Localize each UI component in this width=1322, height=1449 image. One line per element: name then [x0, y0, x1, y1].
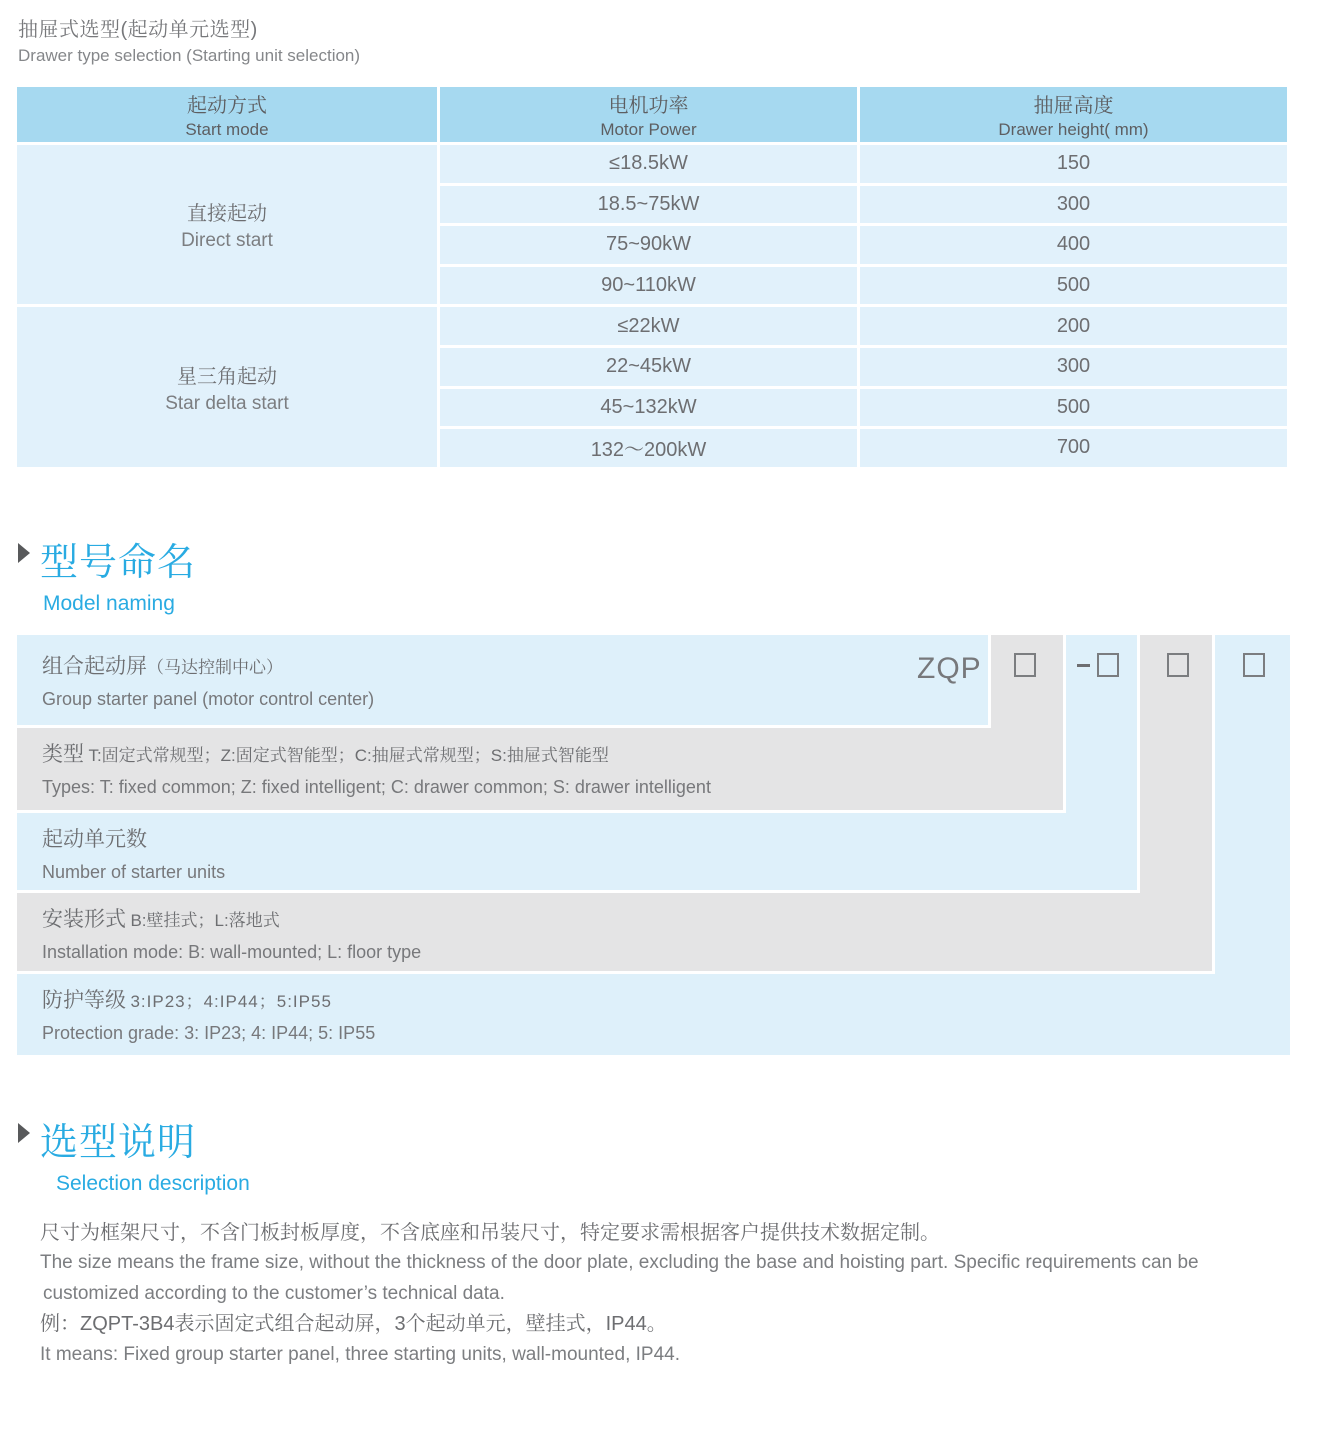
- row2-label-zh: 类型: [42, 742, 84, 766]
- code-column-type: [991, 635, 1063, 728]
- row-protection-grade: [17, 974, 1290, 1055]
- desc-line3-en: customized according to the customer’s technical data.: [43, 1282, 505, 1304]
- row1-label-zh: 组合起动屏: [42, 654, 147, 678]
- code-column-protection: [1215, 635, 1290, 974]
- col-header-start-mode-zh: 起动方式: [187, 95, 267, 117]
- group-star-delta-en: Star delta start: [165, 392, 289, 414]
- row-number-of-units: [17, 813, 1137, 890]
- row1-detail-zh: （马达控制中心）: [147, 657, 283, 677]
- row3-label-zh: 起动单元数: [42, 827, 147, 851]
- triangle-bullet-icon: [18, 1123, 30, 1143]
- selection-description-heading-zh: 选型说明: [40, 1121, 197, 1164]
- row3-en: Number of starter units: [42, 861, 226, 882]
- group-cell-star-delta-start: [17, 307, 437, 466]
- table-cell-power: ≤18.5kW: [440, 145, 857, 183]
- row4-label-zh: 安装形式: [42, 907, 126, 931]
- section-heading-selection-description: [18, 1111, 1322, 1196]
- selection-description-heading-en: Selection description: [56, 1171, 250, 1195]
- row-types: [17, 728, 1063, 810]
- row2-en: Types: T: fixed common; Z: fixed intelligent; C: drawer common; S: drawer intelligent: [42, 776, 711, 797]
- section-heading-model-naming: [18, 531, 1322, 616]
- code-box-protection-icon: [1243, 653, 1265, 677]
- catalog-page: [0, 13, 1322, 1449]
- triangle-bullet-icon: [18, 543, 30, 563]
- table-cell-height: 300: [860, 186, 1287, 224]
- model-code-zqp: ZQP: [917, 651, 982, 685]
- row2-detail-zh: T:固定式常规型；Z:固定式智能型；C:抽屉式常规型；S:抽屉式智能型: [88, 745, 609, 765]
- col-header-drawer-height-en: Drawer height( mm): [998, 120, 1149, 139]
- table-cell-power: 90~110kW: [440, 267, 857, 305]
- table-cell-power: 75~90kW: [440, 226, 857, 264]
- row5-label-zh: 防护等级: [42, 988, 126, 1012]
- desc-line1-zh: 尺寸为框架尺寸，不含门板封板厚度，不含底座和吊装尺寸，特定要求需根据客户提供技术数据定制。: [40, 1221, 940, 1244]
- code-box-installation-icon: [1167, 653, 1189, 677]
- desc-line2-en: The size means the frame size, without the thickness of the door plate, excluding the base and hoisting part. Specific requirements can be: [40, 1252, 1199, 1274]
- col-header-drawer-height: [860, 87, 1287, 142]
- code-dash-icon: [1077, 664, 1090, 667]
- table-cell-power: 22~45kW: [440, 348, 857, 386]
- group-cell-direct-start: [17, 145, 437, 304]
- row4-en: Installation mode: B: wall-mounted; L: floor type: [42, 941, 422, 962]
- desc-line5-en: It means: Fixed group starter panel, three starting units, wall-mounted, IP44.: [40, 1343, 680, 1365]
- table-cell-height: 700: [860, 429, 1287, 467]
- table-cell-power: 45~132kW: [440, 389, 857, 427]
- row4-detail-zh: B:壁挂式；L:落地式: [130, 910, 280, 930]
- table-cell-height: 500: [860, 389, 1287, 427]
- page-title-zh: 抽屉式选型(起动单元选型): [18, 19, 258, 41]
- page-title: [18, 13, 1322, 66]
- table-cell-height: 300: [860, 348, 1287, 386]
- group-direct-start-en: Direct start: [181, 230, 273, 252]
- group-direct-start-zh: 直接起动: [187, 203, 267, 226]
- row-installation-mode: [17, 893, 1212, 971]
- desc-line4-zh: 例：ZQPT-3B4表示固定式组合起动屏，3个起动单元，壁挂式，IP44。: [40, 1313, 667, 1336]
- row-group-starter-panel: [17, 635, 988, 725]
- table-cell-height: 200: [860, 307, 1287, 345]
- model-naming-diagram: [17, 635, 1290, 1055]
- table-cell-height: 150: [860, 145, 1287, 183]
- table-cell-power: 132～200kW: [440, 429, 857, 467]
- table-cell-power: ≤22kW: [440, 307, 857, 345]
- table-cell-power: 18.5~75kW: [440, 186, 857, 224]
- row5-detail-zh: 3:IP23；4:IP44；5:IP55: [130, 991, 332, 1011]
- col-header-start-mode: [17, 87, 437, 142]
- drawer-selection-table: [17, 87, 1290, 467]
- table-cell-height: 500: [860, 267, 1287, 305]
- row5-en: Protection grade: 3: IP23; 4: IP44; 5: IP55: [42, 1022, 376, 1043]
- model-naming-heading-en: Model naming: [43, 591, 175, 615]
- code-box-type-icon: [1014, 653, 1036, 677]
- model-naming-heading-zh: 型号命名: [40, 541, 197, 584]
- col-header-motor-power-zh: 电机功率: [608, 95, 689, 117]
- col-header-motor-power: [440, 87, 857, 142]
- col-header-drawer-height-zh: 抽屉高度: [1033, 95, 1114, 117]
- group-star-delta-zh: 星三角起动: [177, 365, 277, 388]
- table-cell-height: 400: [860, 226, 1287, 264]
- col-header-motor-power-en: Motor Power: [600, 120, 697, 139]
- col-header-start-mode-en: Start mode: [185, 120, 269, 139]
- code-box-units-icon: [1097, 653, 1119, 677]
- page-title-en: Drawer type selection (Starting unit selection): [18, 46, 361, 65]
- selection-description-text: [40, 1218, 1290, 1371]
- row1-en: Group starter panel (motor control center): [42, 688, 375, 709]
